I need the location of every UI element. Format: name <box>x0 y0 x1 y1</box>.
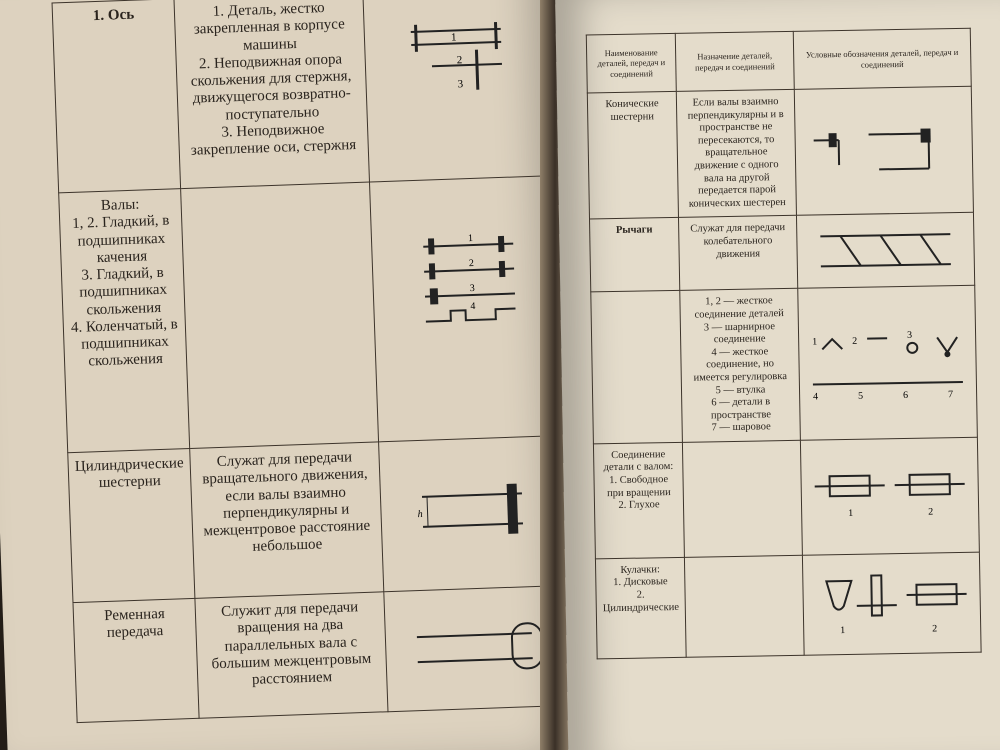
label-3: 3 <box>469 282 475 295</box>
header-row <box>586 28 971 93</box>
table-row <box>595 552 981 659</box>
table-row <box>68 435 577 602</box>
table-row <box>591 286 978 444</box>
cams-symbol <box>811 569 972 642</box>
label-1: 1 <box>840 624 846 636</box>
row-name <box>591 291 683 444</box>
row-name: Ременная передача <box>73 598 199 722</box>
row-purpose: Служит для передачи вращения на два параллельных вала с большим межцентровым расстоянием <box>195 592 388 719</box>
belt-drive-symbol <box>411 612 553 677</box>
row-purpose <box>181 182 378 448</box>
row-name: Валы: 1, 2. Гладкий, в подшипниках качения 3. Гладкий, в подшипниках скольжения 4. Коленчатый, в подшипниках скольжения <box>59 189 190 453</box>
left-table <box>52 0 582 723</box>
label-2: 2 <box>852 336 858 348</box>
row-symbol <box>802 552 981 655</box>
row-name: 1. Ось <box>52 0 181 193</box>
label-h: h <box>417 508 423 521</box>
right-table <box>586 28 982 659</box>
row-purpose: Служат для передачи вращательного движения, если валы взаимно перпендикулярны и межцентровое расстояние небольшое <box>190 442 384 598</box>
right-page <box>555 0 1000 750</box>
row-symbol <box>798 286 978 441</box>
header-name: Наименование деталей, передач и соединений <box>586 33 676 93</box>
table-row <box>52 0 562 193</box>
label-2: 2 <box>468 257 474 270</box>
row-name: Конические шестерни <box>587 91 678 219</box>
levers-symbol <box>810 219 961 282</box>
row-purpose: 1, 2 — жесткое соединение деталей 3 — шарнирное соединение 4 — жесткое соединение, но имеется регулировка 5 — втулка 6 — детали в пространстве 7 — шаровое <box>680 289 800 443</box>
shafts-symbol <box>407 223 531 347</box>
row-purpose <box>683 440 803 557</box>
label-7: 7 <box>947 389 954 401</box>
row-symbol <box>800 437 979 555</box>
label-5: 5 <box>857 391 864 403</box>
label-6: 6 <box>902 390 909 402</box>
table-row <box>590 213 975 293</box>
label-1: 1 <box>812 336 818 348</box>
table-row <box>587 86 973 219</box>
label-1: 1 <box>467 232 473 245</box>
header-purpose: Назначение деталей, передач и соединений <box>675 31 794 91</box>
row-name: Кулачки: 1. Дисковые 2. Цилиндрические <box>595 557 686 659</box>
header-symbols: Условные обозначения деталей, передач и соединений <box>793 28 971 89</box>
label-2: 2 <box>932 623 938 635</box>
row-name: Цилиндрические шестерни <box>68 448 195 602</box>
row-purpose: Служат для передачи колебательного движения <box>679 216 798 291</box>
shaft-connection-symbol <box>809 464 970 527</box>
table-row <box>73 585 581 723</box>
label-3: 3 <box>906 330 913 342</box>
axle-symbol <box>399 0 523 107</box>
label-4: 4 <box>469 300 476 313</box>
label-3: 3 <box>457 78 464 91</box>
row-symbol <box>794 86 973 215</box>
table-row <box>59 175 572 452</box>
row-symbol <box>796 213 974 289</box>
label-1: 1 <box>450 31 457 44</box>
row-purpose <box>685 555 804 657</box>
joints-symbol <box>807 322 968 405</box>
table-row <box>593 437 979 559</box>
spur-gears-symbol <box>411 473 544 557</box>
row-name: Рычаги <box>590 218 680 293</box>
row-symbol <box>362 0 562 182</box>
label-4: 4 <box>812 391 819 403</box>
row-name: Соединение детали с валом: 1. Свободное при вращении 2. Глухое <box>593 442 684 559</box>
label-1: 1 <box>848 507 854 519</box>
row-purpose: 1. Деталь, жестко закрепленная в корпусе машины 2. Неподвижная опора скольжения для стержня, движущегося возвратно-поступательно 3. Неподвижное закрепление оси, стержня <box>174 0 369 189</box>
bevel-gears-symbol <box>808 113 959 186</box>
row-purpose: Если валы взаимно перпендикулярны и в пространстве не пересекаются, то вращательное движение с одного вала на другой передается парой конических шестерен <box>676 89 796 217</box>
label-2: 2 <box>928 506 934 518</box>
label-2: 2 <box>456 54 463 67</box>
